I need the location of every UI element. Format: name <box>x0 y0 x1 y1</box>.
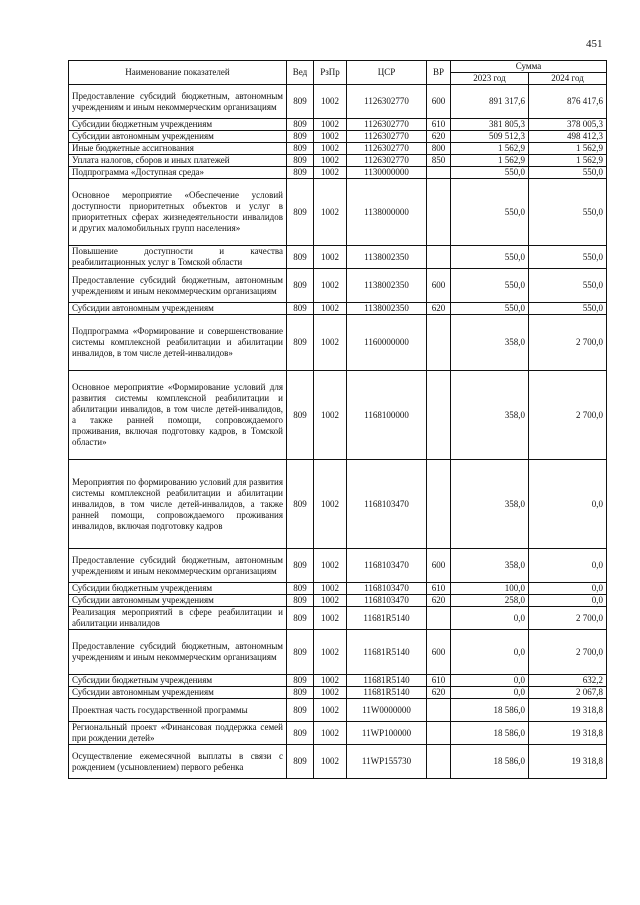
cell-vr <box>427 179 451 246</box>
cell-ved: 809 <box>287 85 314 119</box>
table-row <box>69 549 607 583</box>
cell-sum-2024: 550,0 <box>529 179 607 246</box>
table-row <box>69 303 607 315</box>
cell-csr: 11WP100000 <box>347 722 427 745</box>
table-row <box>69 460 607 549</box>
cell-csr: 1138000000 <box>347 179 427 246</box>
cell-name: Субсидии бюджетным учреждениям <box>69 675 287 687</box>
cell-ved: 809 <box>287 155 314 167</box>
table-row <box>69 675 607 687</box>
cell-vr: 620 <box>427 687 451 699</box>
cell-sum-2024: 0,0 <box>529 583 607 595</box>
cell-ved: 809 <box>287 131 314 143</box>
cell-ved: 809 <box>287 167 314 179</box>
cell-ved: 809 <box>287 269 314 303</box>
cell-name: Субсидии автономным учреждениям <box>69 303 287 315</box>
cell-name: Субсидии автономным учреждениям <box>69 131 287 143</box>
cell-sum-2024: 1 562,9 <box>529 143 607 155</box>
cell-csr: 1138002350 <box>347 269 427 303</box>
table-row <box>69 179 607 246</box>
cell-vr: 850 <box>427 155 451 167</box>
cell-vr: 600 <box>427 630 451 675</box>
cell-rzpr: 1002 <box>314 179 347 246</box>
cell-csr: 1168103470 <box>347 583 427 595</box>
page-number: 451 <box>586 38 603 50</box>
cell-vr <box>427 315 451 371</box>
cell-sum-2023: 550,0 <box>451 303 529 315</box>
cell-sum-2024: 2 067,8 <box>529 687 607 699</box>
cell-csr: 11681R5140 <box>347 607 427 630</box>
cell-ved: 809 <box>287 303 314 315</box>
cell-csr: 1168100000 <box>347 371 427 460</box>
cell-sum-2024: 0,0 <box>529 595 607 607</box>
cell-ved: 809 <box>287 595 314 607</box>
table-row <box>69 722 607 745</box>
cell-sum-2023: 0,0 <box>451 675 529 687</box>
cell-sum-2024: 19 318,8 <box>529 722 607 745</box>
table-row <box>69 269 607 303</box>
cell-name: Проектная часть государственной программы <box>69 699 287 722</box>
cell-sum-2024: 0,0 <box>529 549 607 583</box>
cell-vr: 620 <box>427 303 451 315</box>
cell-sum-2024: 498 412,3 <box>529 131 607 143</box>
table-row <box>69 315 607 371</box>
table-row <box>69 745 607 779</box>
cell-name: Подпрограмма «Доступная среда» <box>69 167 287 179</box>
table-row <box>69 630 607 675</box>
table-header <box>69 61 607 85</box>
cell-csr: 1126302770 <box>347 119 427 131</box>
table-row <box>69 143 607 155</box>
cell-ved: 809 <box>287 745 314 779</box>
cell-ved: 809 <box>287 687 314 699</box>
cell-sum-2024: 550,0 <box>529 303 607 315</box>
cell-csr: 11WP155730 <box>347 745 427 779</box>
header-vr: ВР <box>427 61 451 85</box>
cell-sum-2024: 0,0 <box>529 460 607 549</box>
cell-ved: 809 <box>287 143 314 155</box>
cell-csr: 11W0000000 <box>347 699 427 722</box>
cell-sum-2023: 358,0 <box>451 315 529 371</box>
cell-sum-2024: 19 318,8 <box>529 699 607 722</box>
cell-csr: 1126302770 <box>347 131 427 143</box>
cell-sum-2023: 550,0 <box>451 167 529 179</box>
cell-rzpr: 1002 <box>314 460 347 549</box>
cell-sum-2024: 19 318,8 <box>529 745 607 779</box>
cell-sum-2024: 550,0 <box>529 167 607 179</box>
cell-rzpr: 1002 <box>314 131 347 143</box>
cell-csr: 1168103470 <box>347 595 427 607</box>
table-row <box>69 155 607 167</box>
cell-sum-2023: 550,0 <box>451 269 529 303</box>
cell-vr: 610 <box>427 119 451 131</box>
cell-ved: 809 <box>287 675 314 687</box>
cell-sum-2024: 2 700,0 <box>529 607 607 630</box>
cell-csr: 1168103470 <box>347 460 427 549</box>
cell-rzpr: 1002 <box>314 630 347 675</box>
cell-name: Иные бюджетные ассигнования <box>69 143 287 155</box>
cell-vr <box>427 745 451 779</box>
cell-sum-2023: 18 586,0 <box>451 745 529 779</box>
cell-rzpr: 1002 <box>314 119 347 131</box>
cell-ved: 809 <box>287 722 314 745</box>
cell-vr <box>427 607 451 630</box>
table-body <box>69 85 607 779</box>
cell-name: Осуществление ежемесячной выплаты в связи с рождением (усыновлением) первого ребенка <box>69 745 287 779</box>
cell-ved: 809 <box>287 315 314 371</box>
table-row <box>69 583 607 595</box>
cell-name: Региональный проект «Финансовая поддержка семей при рождении детей» <box>69 722 287 745</box>
header-name: Наименование показателей <box>69 61 287 85</box>
cell-rzpr: 1002 <box>314 143 347 155</box>
table-row <box>69 119 607 131</box>
cell-rzpr: 1002 <box>314 745 347 779</box>
cell-csr: 1126302770 <box>347 85 427 119</box>
cell-sum-2023: 18 586,0 <box>451 699 529 722</box>
cell-vr: 610 <box>427 583 451 595</box>
cell-rzpr: 1002 <box>314 687 347 699</box>
cell-vr <box>427 246 451 269</box>
budget-table <box>68 60 607 779</box>
cell-rzpr: 1002 <box>314 722 347 745</box>
cell-csr: 1126302770 <box>347 143 427 155</box>
cell-sum-2023: 358,0 <box>451 549 529 583</box>
cell-name: Предоставление субсидий бюджетным, автономным учреждениям и иным некоммерческим организациям <box>69 630 287 675</box>
cell-csr: 11681R5140 <box>347 687 427 699</box>
cell-rzpr: 1002 <box>314 549 347 583</box>
table-row <box>69 246 607 269</box>
cell-rzpr: 1002 <box>314 371 347 460</box>
cell-name: Субсидии бюджетным учреждениям <box>69 583 287 595</box>
table-row <box>69 699 607 722</box>
cell-sum-2024: 876 417,6 <box>529 85 607 119</box>
cell-vr <box>427 722 451 745</box>
cell-sum-2024: 1 562,9 <box>529 155 607 167</box>
cell-sum-2023: 550,0 <box>451 179 529 246</box>
cell-name: Основное мероприятие «Обеспечение условий доступности приоритетных объектов и услуг в приоритетных сферах жизнедеятельности инвалидов и других маломобильных групп населения» <box>69 179 287 246</box>
cell-name: Основное мероприятие «Формирование условий для развития системы комплексной реабилитации и абилитации инвалидов, в том числе детей-инвалидов, а также ранней помощи, сопровождаемого проживания, включая подготовку кадров, в Томской области» <box>69 371 287 460</box>
cell-vr <box>427 699 451 722</box>
cell-rzpr: 1002 <box>314 675 347 687</box>
cell-name: Субсидии бюджетным учреждениям <box>69 119 287 131</box>
cell-sum-2024: 550,0 <box>529 269 607 303</box>
cell-ved: 809 <box>287 246 314 269</box>
cell-ved: 809 <box>287 607 314 630</box>
cell-ved: 809 <box>287 460 314 549</box>
cell-name: Повышение доступности и качества реабилитационных услуг в Томской области <box>69 246 287 269</box>
cell-vr: 610 <box>427 675 451 687</box>
cell-sum-2024: 550,0 <box>529 246 607 269</box>
cell-sum-2023: 381 805,3 <box>451 119 529 131</box>
cell-vr: 600 <box>427 85 451 119</box>
cell-sum-2023: 891 317,6 <box>451 85 529 119</box>
cell-rzpr: 1002 <box>314 583 347 595</box>
cell-ved: 809 <box>287 179 314 246</box>
cell-sum-2023: 0,0 <box>451 607 529 630</box>
header-ved: Вед <box>287 61 314 85</box>
cell-name: Подпрограмма «Формирование и совершенствование системы комплексной реабилитации и абилитации инвалидов, в том числе детей-инвалидов» <box>69 315 287 371</box>
cell-sum-2024: 632,2 <box>529 675 607 687</box>
cell-sum-2024: 2 700,0 <box>529 371 607 460</box>
cell-rzpr: 1002 <box>314 699 347 722</box>
cell-csr: 11681R5140 <box>347 675 427 687</box>
table-row <box>69 371 607 460</box>
cell-csr: 1138002350 <box>347 303 427 315</box>
cell-name: Предоставление субсидий бюджетным, автономным учреждениям и иным некоммерческим организациям <box>69 85 287 119</box>
cell-vr: 600 <box>427 549 451 583</box>
table-row <box>69 167 607 179</box>
cell-rzpr: 1002 <box>314 607 347 630</box>
cell-rzpr: 1002 <box>314 246 347 269</box>
cell-name: Мероприятия по формированию условий для развития системы комплексной реабилитации и абилитации инвалидов, в том числе детей-инвалидов, а также ранней помощи, сопровождаемого проживания инвалидов, включая подготовку кадров <box>69 460 287 549</box>
cell-csr: 11681R5140 <box>347 630 427 675</box>
table-row <box>69 85 607 119</box>
cell-sum-2023: 509 512,3 <box>451 131 529 143</box>
cell-sum-2023: 550,0 <box>451 246 529 269</box>
cell-vr: 800 <box>427 143 451 155</box>
cell-ved: 809 <box>287 549 314 583</box>
cell-sum-2023: 0,0 <box>451 687 529 699</box>
cell-rzpr: 1002 <box>314 315 347 371</box>
cell-rzpr: 1002 <box>314 85 347 119</box>
table-row <box>69 595 607 607</box>
cell-rzpr: 1002 <box>314 155 347 167</box>
cell-vr: 620 <box>427 595 451 607</box>
table-row <box>69 687 607 699</box>
cell-name: Уплата налогов, сборов и иных платежей <box>69 155 287 167</box>
table-row <box>69 131 607 143</box>
cell-sum-2023: 1 562,9 <box>451 155 529 167</box>
cell-vr: 600 <box>427 269 451 303</box>
cell-ved: 809 <box>287 371 314 460</box>
cell-sum-2023: 1 562,9 <box>451 143 529 155</box>
cell-sum-2023: 358,0 <box>451 460 529 549</box>
cell-sum-2024: 2 700,0 <box>529 315 607 371</box>
cell-ved: 809 <box>287 119 314 131</box>
cell-sum-2023: 258,0 <box>451 595 529 607</box>
cell-sum-2023: 100,0 <box>451 583 529 595</box>
cell-csr: 1138002350 <box>347 246 427 269</box>
cell-vr <box>427 371 451 460</box>
cell-name: Предоставление субсидий бюджетным, автономным учреждениям и иным некоммерческим организациям <box>69 549 287 583</box>
cell-vr: 620 <box>427 131 451 143</box>
cell-ved: 809 <box>287 630 314 675</box>
cell-csr: 1130000000 <box>347 167 427 179</box>
cell-csr: 1160000000 <box>347 315 427 371</box>
cell-vr <box>427 167 451 179</box>
header-rzpr: РзПр <box>314 61 347 85</box>
header-year-2023: 2023 год <box>451 73 529 85</box>
cell-sum-2024: 378 005,3 <box>529 119 607 131</box>
cell-rzpr: 1002 <box>314 167 347 179</box>
cell-sum-2024: 2 700,0 <box>529 630 607 675</box>
cell-rzpr: 1002 <box>314 595 347 607</box>
cell-rzpr: 1002 <box>314 303 347 315</box>
header-sum: Сумма <box>451 61 607 73</box>
cell-name: Предоставление субсидий бюджетным, автономным учреждениям и иным некоммерческим организациям <box>69 269 287 303</box>
cell-name: Субсидии автономным учреждениям <box>69 687 287 699</box>
header-year-2024: 2024 год <box>529 73 607 85</box>
cell-sum-2023: 358,0 <box>451 371 529 460</box>
table-row <box>69 607 607 630</box>
cell-csr: 1126302770 <box>347 155 427 167</box>
cell-sum-2023: 18 586,0 <box>451 722 529 745</box>
cell-ved: 809 <box>287 583 314 595</box>
cell-sum-2023: 0,0 <box>451 630 529 675</box>
cell-name: Субсидии автономным учреждениям <box>69 595 287 607</box>
cell-vr <box>427 460 451 549</box>
header-csr: ЦСР <box>347 61 427 85</box>
cell-rzpr: 1002 <box>314 269 347 303</box>
cell-ved: 809 <box>287 699 314 722</box>
cell-name: Реализация мероприятий в сфере реабилитации и абилитации инвалидов <box>69 607 287 630</box>
cell-csr: 1168103470 <box>347 549 427 583</box>
